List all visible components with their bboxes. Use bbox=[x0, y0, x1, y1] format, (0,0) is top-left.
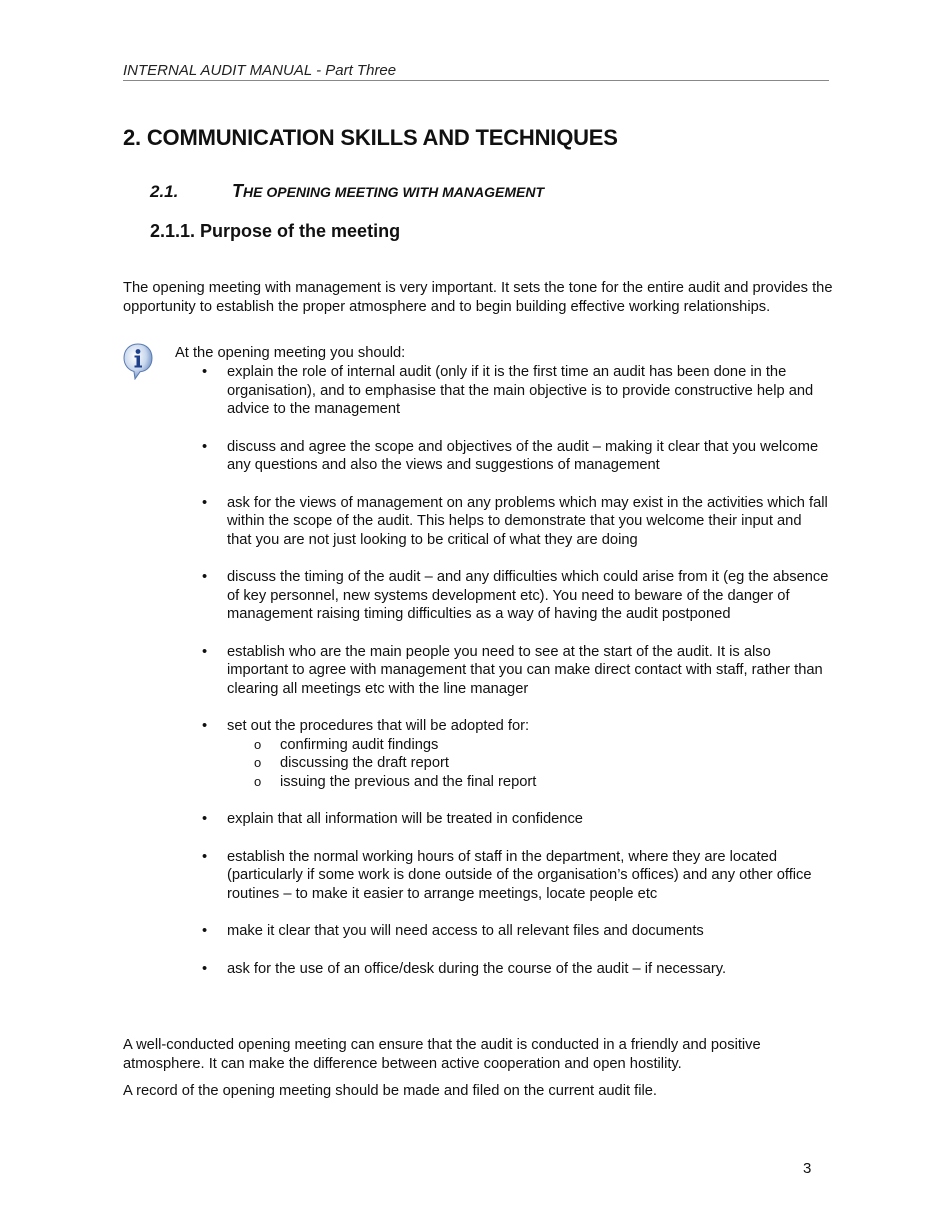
sub-list bbox=[227, 736, 830, 792]
list-item-text: establish who are the main people you need to see at the start of the audit. It is also important to agree with management that you can make direct contact with staff, rather than clearing all meetings etc with the line manager bbox=[227, 643, 823, 697]
list-item bbox=[200, 643, 830, 699]
info-icon bbox=[122, 342, 154, 380]
list-item-text: explain the role of internal audit (only if it is the first time an audit has been done in the organisation), and to emphasise that the main objective is to provide constructive help and advice to the management bbox=[227, 364, 814, 417]
circle-bullet-icon: o bbox=[254, 755, 262, 770]
list-item bbox=[200, 717, 830, 791]
list-item-text: discuss and agree the scope and objectives of the audit – making it clear that you welcome any questions and also the views and suggestions of management bbox=[227, 438, 819, 473]
list-item-text: discuss the timing of the audit – and any difficulties which could arise from it (eg the absence of key personnel, new systems development etc). You need to beware of the danger of management raising timing difficulties as a way of having the audit postponed bbox=[227, 569, 829, 622]
sub-list-item-text: discussing the draft report bbox=[280, 755, 449, 771]
sub-list-item bbox=[227, 754, 830, 773]
sub-list-item-text: confirming audit findings bbox=[280, 736, 439, 753]
section-number: 2.1. bbox=[150, 182, 179, 201]
bullet-icon: • bbox=[202, 643, 208, 660]
sub-list-item bbox=[227, 773, 830, 792]
list-item bbox=[200, 922, 830, 941]
bullet-icon: • bbox=[202, 718, 208, 734]
subsection-heading: 2.1.1. Purpose of the meeting bbox=[150, 221, 401, 241]
section-heading bbox=[150, 181, 544, 202]
bullet-icon: • bbox=[202, 569, 208, 585]
bullet-icon: • bbox=[202, 848, 208, 865]
closing-paragraph-1: A well-conducted opening meeting can ensure that the audit is conducted in a friendly and positive atmosphere. It can make the difference between active cooperation and open hostility. bbox=[123, 1037, 761, 1072]
list-item bbox=[200, 960, 830, 979]
list-item bbox=[200, 363, 830, 419]
bullet-icon: • bbox=[202, 438, 208, 455]
list-item bbox=[200, 438, 830, 475]
section-title-rest: HE OPENING MEETING WITH MANAGEMENT bbox=[243, 184, 544, 200]
running-header bbox=[123, 60, 829, 81]
list-item-text: ask for the use of an office/desk during the course of the audit – if necessary. bbox=[227, 960, 727, 977]
running-header-text: INTERNAL AUDIT MANUAL - Part Three bbox=[123, 62, 397, 79]
section-title-initial: T bbox=[232, 181, 243, 201]
list-item-text: establish the normal working hours of staff in the department, where they are located (particularly if some work is done outside of the organisation’s offices) and any other office routines – to make it easier to arrange meetings, locate people etc bbox=[227, 848, 812, 902]
list-item bbox=[200, 848, 830, 904]
intro-paragraph: The opening meeting with management is very important. It sets the tone for the entire audit and provides the opportunity to establish the proper atmosphere and to begin building effective working relationships. bbox=[123, 280, 833, 315]
bullet-list bbox=[200, 363, 830, 997]
circle-bullet-icon: o bbox=[254, 736, 262, 752]
bullet-icon: • bbox=[202, 923, 208, 939]
bullet-icon: • bbox=[202, 364, 208, 380]
sub-list-item-text: issuing the previous and the final report bbox=[280, 773, 537, 790]
list-intro: At the opening meeting you should: bbox=[175, 345, 406, 361]
bullet-icon: • bbox=[202, 811, 208, 827]
list-item bbox=[200, 810, 830, 829]
list-item-text: set out the procedures that will be adopted for: bbox=[227, 718, 530, 734]
page-number: 3 bbox=[803, 1160, 812, 1177]
list-item-text: ask for the views of management on any problems which may exist in the activities which fall within the scope of the audit. This helps to demonstrate that you welcome their input and that you are not just looking to be critical of what they are doing bbox=[227, 494, 828, 548]
sub-list-item bbox=[227, 736, 830, 755]
list-item-text: make it clear that you will need access to all relevant files and documents bbox=[227, 923, 704, 939]
bullet-icon: • bbox=[202, 494, 208, 511]
chapter-heading: 2. COMMUNICATION SKILLS AND TECHNIQUES bbox=[123, 125, 618, 150]
bullet-icon: • bbox=[202, 960, 208, 977]
circle-bullet-icon: o bbox=[254, 773, 262, 789]
list-item bbox=[200, 568, 830, 624]
closing-paragraph-2: A record of the opening meeting should be made and filed on the current audit file. bbox=[123, 1083, 657, 1099]
list-item-text: explain that all information will be treated in confidence bbox=[227, 811, 583, 827]
list-item bbox=[200, 494, 830, 550]
